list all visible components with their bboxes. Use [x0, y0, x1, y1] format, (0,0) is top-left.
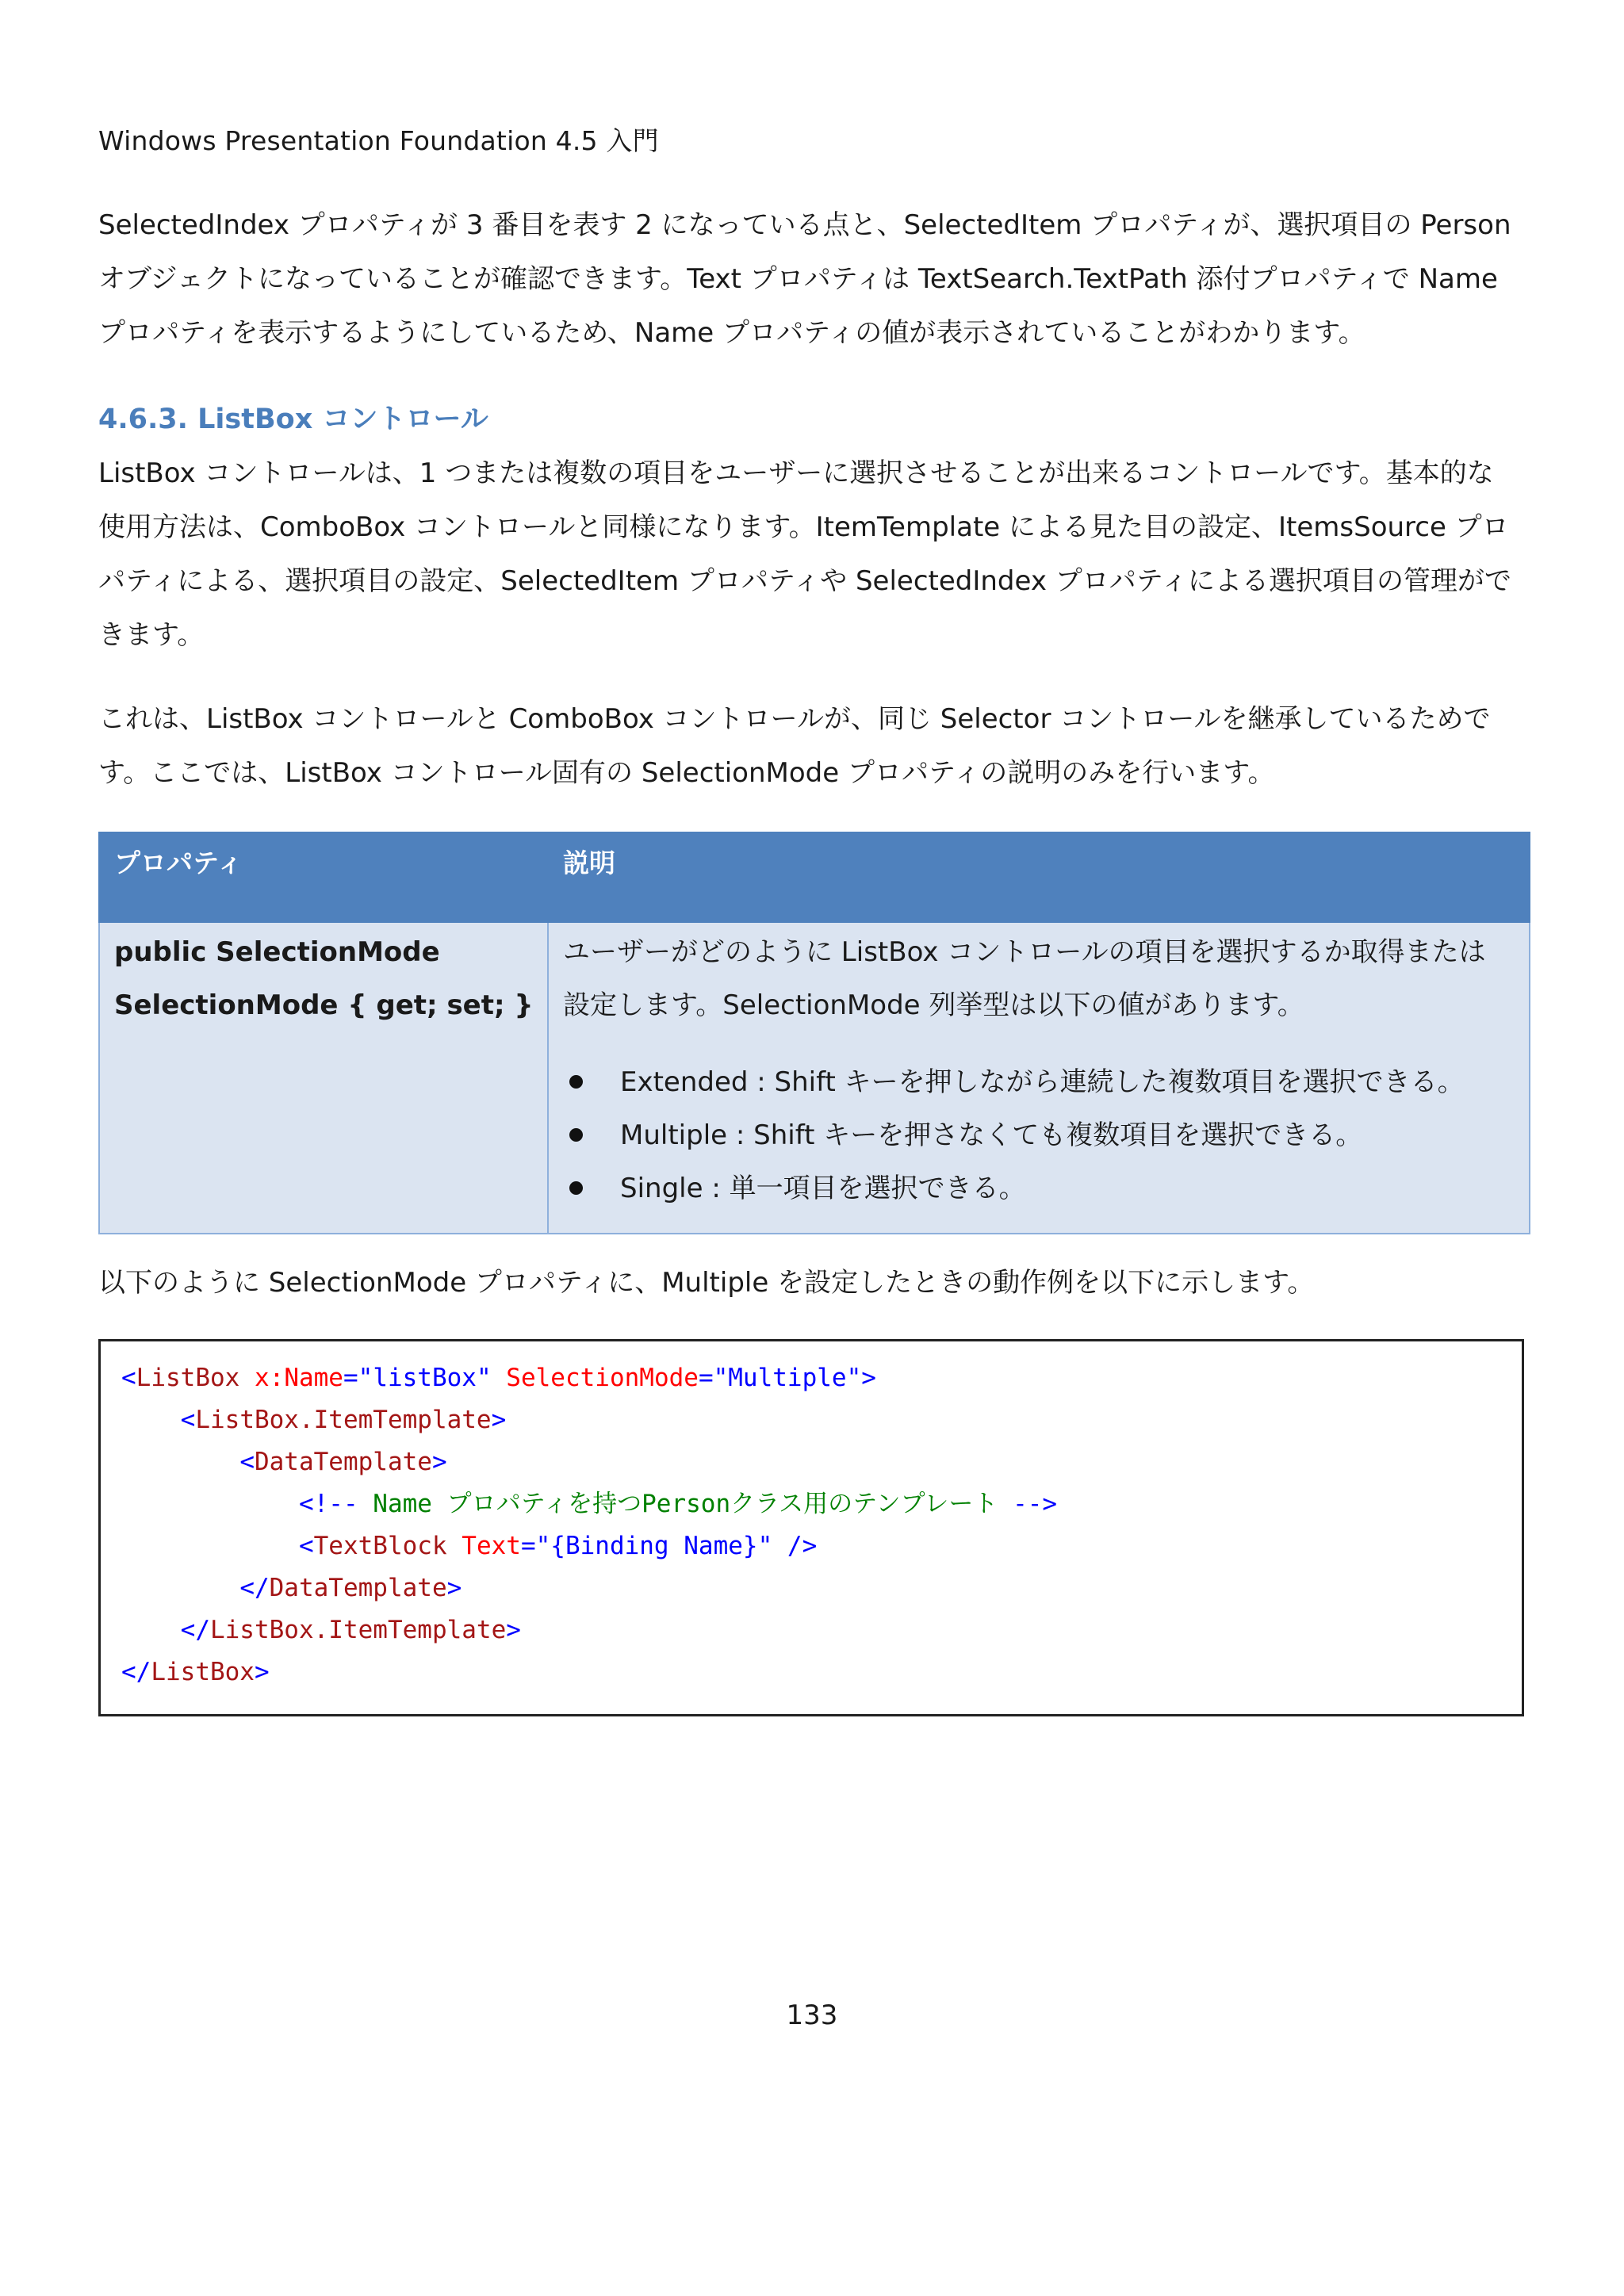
section-heading: 4.6.3. ListBox コントロール: [98, 404, 488, 435]
description-line: 設定します。SelectionMode 列挙型は以下の値があります。: [563, 989, 1304, 1021]
table-header-property: プロパティ: [99, 832, 548, 922]
page-number: 133: [786, 1999, 838, 2031]
text-line: 使用方法は、ComboBox コントロールと同様になります。ItemTemplate による見た目の設定、ItemsSource プロ: [98, 511, 1509, 543]
table-row: [99, 922, 1530, 1234]
text-line: オブジェクトになっていることが確認できます。Text プロパティは TextSearch.TextPath 添付プロパティで Name: [98, 263, 1498, 295]
property-table: [98, 832, 1530, 1234]
text-line: 以下のように SelectionMode プロパティに、Multiple を設定したときの動作例を以下に示します。: [98, 1267, 1315, 1299]
code-listing: [98, 1339, 1524, 1716]
code-block: [101, 1341, 1522, 1693]
text-line: きます。: [98, 619, 205, 651]
property-description-cell: [548, 922, 1530, 1234]
table-header-description: 説明: [548, 832, 1530, 922]
code-line: <TextBlock Text="{Binding Name}" />: [298, 1532, 818, 1560]
text-line: パティによる、選択項目の設定、SelectedItem プロパティや SelectedIndex プロパティによる選択項目の管理がで: [98, 565, 1512, 597]
section-paragraph-2: [98, 692, 1530, 800]
code-line: <ListBox.ItemTemplate>: [180, 1406, 507, 1434]
text-line: す。ここでは、ListBox コントロール固有の SelectionMode プロパティの説明のみを行います。: [98, 757, 1275, 789]
text-line: これは、ListBox コントロールと ComboBox コントロールが、同じ Selector コントロールを継承しているためで: [98, 703, 1491, 735]
code-line: </ListBox>: [121, 1658, 270, 1686]
code-line: <DataTemplate>: [239, 1448, 447, 1476]
list-item: Multiple : Shift キーを押さなくても複数項目を選択できる。: [563, 1109, 1515, 1162]
code-line: </DataTemplate>: [239, 1574, 462, 1602]
text-line: ListBox コントロールは、1 つまたは複数の項目をユーザーに選択させることが出来るコントロールです。基本的な: [98, 457, 1494, 489]
signature-line: public SelectionMode: [114, 936, 440, 968]
list-item: Extended : Shift キーを押しながら連続した複数項目を選択できる。: [563, 1056, 1515, 1109]
code-line: </ListBox.ItemTemplate>: [180, 1616, 521, 1644]
code-line: <!-- Name プロパティを持つPersonクラス用のテンプレート -->: [298, 1490, 1058, 1518]
table-header-row: [99, 832, 1530, 922]
running-header: Windows Presentation Foundation 4.5 入門: [98, 125, 659, 156]
code-line: <ListBox x:Name="listBox" SelectionMode="Multiple">: [121, 1364, 876, 1392]
list-item: Single : 単一項目を選択できる。: [563, 1162, 1515, 1215]
property-signature-cell: [99, 922, 548, 1234]
section-paragraph-1: [98, 446, 1530, 662]
text-line: プロパティを表示するようにしているため、Name プロパティの値が表示されていることがわかります。: [98, 317, 1365, 349]
code-caption: [98, 1256, 1530, 1310]
signature-line: SelectionMode { get; set; }: [114, 989, 534, 1021]
text-line: SelectedIndex プロパティが 3 番目を表す 2 になっている点と、SelectedItem プロパティが、選択項目の Person: [98, 209, 1511, 241]
description-line: ユーザーがどのように ListBox コントロールの項目を選択するか取得または: [563, 936, 1486, 968]
selection-mode-list: [563, 1056, 1515, 1215]
intro-paragraph: [98, 198, 1530, 360]
